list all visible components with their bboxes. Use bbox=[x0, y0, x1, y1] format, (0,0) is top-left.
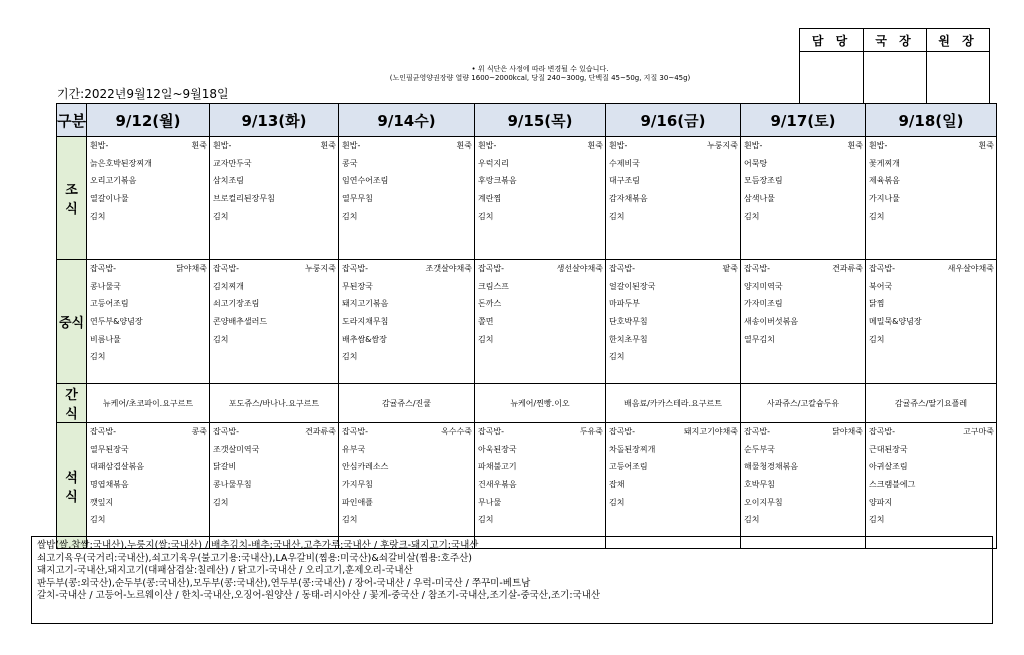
rice-type: 잡곡밥- bbox=[342, 264, 369, 273]
rice-line bbox=[741, 260, 865, 278]
menu-item: 무된장국 bbox=[342, 281, 373, 291]
menu-item: 김치 bbox=[342, 211, 358, 221]
menu-item: 조갯살미역국 bbox=[213, 444, 260, 454]
menu-item: 열무된장국 bbox=[90, 444, 129, 454]
rice-type: 잡곡밥- bbox=[609, 427, 636, 436]
menu-item: 호박무침 bbox=[744, 480, 775, 490]
approval-label-manager: 담 당 bbox=[800, 29, 864, 52]
menu-cell bbox=[866, 423, 997, 549]
menu-item: 유부국 bbox=[342, 444, 366, 454]
rice-line bbox=[87, 260, 209, 278]
menu-item: 순두부국 bbox=[744, 444, 775, 454]
menu-item: 돈까스 bbox=[478, 299, 502, 309]
origin-line: 쇠고기육우(국거리:국내산),쇠고기육우(불고기용:국내산),LA우갈비(찜용:미국산)&쇠갈비살(찜용:호주산) bbox=[37, 552, 472, 564]
rice-line bbox=[866, 260, 996, 278]
notice bbox=[340, 65, 740, 83]
menu-item: 메밀묵&양념장 bbox=[869, 317, 922, 327]
menu-item: 단호박무침 bbox=[609, 317, 648, 327]
porridge-option: 생선살야채죽 bbox=[556, 264, 603, 273]
snack-cell: 감귤쥬스/진쿨 bbox=[339, 384, 475, 423]
snack-cell: 사과쥬스/고칼슘두유 bbox=[741, 384, 866, 423]
rice-line bbox=[606, 423, 740, 441]
snack-cell: 뉴케어/찐빵.이오 bbox=[475, 384, 606, 423]
menu-item: 북어국 bbox=[869, 281, 893, 291]
menu-item: 돼지고기볶음 bbox=[342, 299, 389, 309]
menu-item: 근대된장국 bbox=[869, 444, 908, 454]
menu-item: 김치 bbox=[869, 211, 885, 221]
menu-item: 한치초무침 bbox=[609, 334, 648, 344]
menu-item: 감자채볶음 bbox=[609, 194, 648, 204]
rice-line bbox=[87, 137, 209, 155]
porridge-option: 견과류죽 bbox=[305, 427, 336, 436]
rice-type: 잡곡밥- bbox=[869, 427, 896, 436]
menu-cell bbox=[339, 423, 475, 549]
menu-item: 모듬장조림 bbox=[744, 176, 783, 186]
header-label: 구분 bbox=[57, 104, 87, 137]
menu-item: 계란찜 bbox=[478, 194, 502, 204]
menu-item: 후랑크볶음 bbox=[478, 176, 517, 186]
menu-item: 김치 bbox=[609, 352, 625, 362]
menu-item: 김치 bbox=[342, 515, 358, 525]
menu-item: 김치 bbox=[478, 515, 494, 525]
period-text: 기간:2022년9월12일~9월18일 bbox=[57, 87, 229, 101]
rice-type: 흰밥- bbox=[342, 141, 361, 150]
day-header: 9/17(토) bbox=[741, 104, 866, 137]
menu-cell bbox=[87, 137, 210, 260]
snack-row bbox=[57, 384, 997, 423]
meal-label-lunch: 중식 bbox=[57, 260, 87, 384]
rice-type: 잡곡밥- bbox=[90, 427, 117, 436]
menu-item: 콩나물국 bbox=[90, 281, 121, 291]
menu-item: 김치 bbox=[744, 515, 760, 525]
porridge-option: 견과류죽 bbox=[832, 264, 863, 273]
menu-item: 콩국 bbox=[342, 158, 358, 168]
menu-cell bbox=[741, 137, 866, 260]
rice-line bbox=[866, 423, 996, 441]
menu-item: 스크램블에그 bbox=[869, 480, 916, 490]
rice-type: 잡곡밥- bbox=[213, 427, 240, 436]
menu-item: 김치 bbox=[744, 211, 760, 221]
rice-line bbox=[741, 137, 865, 155]
menu-item: 김치 bbox=[90, 211, 106, 221]
menu-cell bbox=[606, 423, 741, 549]
rice-type: 잡곡밥- bbox=[744, 427, 771, 436]
porridge-option: 옥수수죽 bbox=[441, 427, 472, 436]
menu-item: 꽃게찌개 bbox=[869, 158, 900, 168]
porridge-option: 흰죽 bbox=[320, 141, 336, 150]
rice-line bbox=[475, 137, 605, 155]
rice-type: 잡곡밥- bbox=[90, 264, 117, 273]
menu-cell bbox=[606, 137, 741, 260]
origin-line: 쌀밥(쌀,찹쌀:국내산),누룽지(쌀:국내산) / 배추김치-배추:국내산,고추가루:국내산 / 후랑크-돼지고기:국내산 bbox=[37, 540, 479, 551]
rice-line bbox=[210, 260, 338, 278]
porridge-option: 새우살야채죽 bbox=[947, 264, 994, 273]
menu-item: 깻잎지 bbox=[90, 497, 114, 507]
menu-item: 아욱된장국 bbox=[478, 444, 517, 454]
origin-info-box bbox=[31, 536, 993, 624]
menu-item: 고등어조림 bbox=[90, 299, 129, 309]
menu-item: 교자만두국 bbox=[213, 158, 252, 168]
menu-item: 김치 bbox=[342, 352, 358, 362]
rice-line bbox=[606, 260, 740, 278]
menu-item: 파인애플 bbox=[342, 497, 373, 507]
rice-line bbox=[475, 260, 605, 278]
menu-cell bbox=[339, 137, 475, 260]
menu-item: 김치 bbox=[478, 334, 494, 344]
menu-item: 쇠고기장조림 bbox=[213, 299, 260, 309]
dinner-row bbox=[57, 423, 997, 549]
menu-item: 가자미조림 bbox=[744, 299, 783, 309]
menu-item: 김치 bbox=[213, 497, 229, 507]
menu-item: 브로컬리된장무침 bbox=[213, 194, 275, 204]
menu-item: 김치 bbox=[90, 352, 106, 362]
menu-cell bbox=[866, 137, 997, 260]
rice-type: 흰밥- bbox=[213, 141, 232, 150]
menu-item: 콘양배추샐러드 bbox=[213, 317, 268, 327]
day-header: 9/15(목) bbox=[475, 104, 606, 137]
menu-item: 김치찌개 bbox=[213, 281, 244, 291]
menu-item: 김치 bbox=[869, 334, 885, 344]
menu-item: 김치 bbox=[609, 211, 625, 221]
day-header: 9/14수) bbox=[339, 104, 475, 137]
rice-type: 흰밥- bbox=[744, 141, 763, 150]
menu-cell bbox=[475, 260, 606, 384]
menu-item: 아귀살조림 bbox=[869, 462, 908, 472]
menu-item: 대구조림 bbox=[609, 176, 640, 186]
snack-cell: 배음료/카카스테라.요구르트 bbox=[606, 384, 741, 423]
porridge-option: 흰죽 bbox=[587, 141, 603, 150]
approval-label-head: 원 장 bbox=[927, 29, 990, 52]
menu-item: 해물청경채볶음 bbox=[744, 462, 799, 472]
rice-type: 잡곡밥- bbox=[478, 427, 505, 436]
menu-item: 파채불고기 bbox=[478, 462, 517, 472]
menu-item: 양파지 bbox=[869, 497, 893, 507]
porridge-option: 흰죽 bbox=[978, 141, 994, 150]
porridge-option: 고구마죽 bbox=[963, 427, 994, 436]
rice-line bbox=[87, 423, 209, 441]
rice-type: 잡곡밥- bbox=[213, 264, 240, 273]
approval-table bbox=[799, 28, 990, 115]
header-row bbox=[57, 104, 997, 137]
menu-item: 대패삼겹살볶음 bbox=[90, 462, 145, 472]
menu-item: 안심카레소스 bbox=[342, 462, 389, 472]
menu-item: 삼색나물 bbox=[744, 194, 775, 204]
menu-item: 열무무침 bbox=[342, 194, 373, 204]
menu-item: 늙은호박된장찌개 bbox=[90, 158, 152, 168]
porridge-option: 누룽지죽 bbox=[305, 264, 336, 273]
rice-line bbox=[210, 423, 338, 441]
rice-type: 잡곡밥- bbox=[342, 427, 369, 436]
menu-cell bbox=[339, 260, 475, 384]
porridge-option: 흰죽 bbox=[847, 141, 863, 150]
menu-item: 가지나물 bbox=[869, 194, 900, 204]
menu-item: 김치 bbox=[478, 211, 494, 221]
menu-item: 김치 bbox=[869, 515, 885, 525]
menu-item: 새송이버섯볶음 bbox=[744, 317, 799, 327]
rice-line bbox=[210, 137, 338, 155]
menu-cell bbox=[741, 260, 866, 384]
day-header: 9/16(금) bbox=[606, 104, 741, 137]
porridge-option: 조갯살야채죽 bbox=[425, 264, 472, 273]
menu-item: 양지미역국 bbox=[744, 281, 783, 291]
snack-cell: 뉴케어/초코파이.요구르트 bbox=[87, 384, 210, 423]
menu-item: 비름나물 bbox=[90, 334, 121, 344]
rice-type: 흰밥- bbox=[869, 141, 888, 150]
menu-item: 열갈이나물 bbox=[90, 194, 129, 204]
menu-item: 연두부&양념장 bbox=[90, 317, 143, 327]
menu-cell bbox=[87, 260, 210, 384]
breakfast-row bbox=[57, 137, 997, 260]
menu-cell bbox=[866, 260, 997, 384]
menu-item: 콩나물무침 bbox=[213, 480, 252, 490]
menu-item: 임연수어조림 bbox=[342, 176, 389, 186]
meal-label-snack: 간 식 bbox=[57, 384, 87, 423]
menu-item: 우럭지리 bbox=[478, 158, 509, 168]
menu-item: 김치 bbox=[90, 515, 106, 525]
menu-item: 수제비국 bbox=[609, 158, 640, 168]
menu-cell bbox=[475, 423, 606, 549]
day-header: 9/18(일) bbox=[866, 104, 997, 137]
rice-type: 잡곡밥- bbox=[609, 264, 636, 273]
menu-item: 도라지채무침 bbox=[342, 317, 389, 327]
origin-line: 판두부(콩:외국산),순두부(콩:국내산),모두부(콩:국내산),연두부(콩:국내산) / 장어-국내산 / 우럭-미국산 / 쭈꾸미-베트남 bbox=[37, 577, 531, 589]
menu-item: 삼치조림 bbox=[213, 176, 244, 186]
porridge-option: 흰죽 bbox=[456, 141, 472, 150]
rice-type: 잡곡밥- bbox=[478, 264, 505, 273]
menu-cell bbox=[87, 423, 210, 549]
porridge-option: 흰죽 bbox=[191, 141, 207, 150]
rice-type: 잡곡밥- bbox=[869, 264, 896, 273]
menu-cell bbox=[210, 260, 339, 384]
rice-line bbox=[339, 423, 474, 441]
snack-cell: 포도쥬스/바나나.요구르트 bbox=[210, 384, 339, 423]
rice-line bbox=[339, 137, 474, 155]
rice-line bbox=[339, 260, 474, 278]
meal-label-dinner: 석 식 bbox=[57, 423, 87, 549]
menu-item: 크림스프 bbox=[478, 281, 509, 291]
menu-item: 가지무침 bbox=[342, 480, 373, 490]
approval-label-director: 국 장 bbox=[864, 29, 927, 52]
origin-line: 돼지고기-국내산,돼지고기(대패삼겹살:칠레산) / 닭고기-국내산 / 오리고기,훈제오리-국내산 bbox=[37, 565, 413, 577]
rice-type: 흰밥- bbox=[90, 141, 109, 150]
rice-line bbox=[475, 423, 605, 441]
menu-item: 차돌된장찌개 bbox=[609, 444, 656, 454]
rice-line bbox=[866, 137, 996, 155]
rice-type: 잡곡밥- bbox=[744, 264, 771, 273]
porridge-option: 돼지고기야채죽 bbox=[683, 427, 738, 436]
menu-cell bbox=[741, 423, 866, 549]
day-header: 9/12(월) bbox=[87, 104, 210, 137]
meal-label-breakfast: 조 식 bbox=[57, 137, 87, 260]
menu-item: 오리고기볶음 bbox=[90, 176, 137, 186]
porridge-option: 두유죽 bbox=[579, 427, 603, 436]
rice-type: 흰밥- bbox=[609, 141, 628, 150]
menu-item: 제육볶음 bbox=[869, 176, 900, 186]
menu-item: 잡채 bbox=[609, 480, 625, 490]
porridge-option: 콩죽 bbox=[191, 427, 207, 436]
porridge-option: 닭야채죽 bbox=[832, 427, 863, 436]
menu-item: 배추쌈&쌈장 bbox=[342, 334, 387, 344]
menu-item: 마파두부 bbox=[609, 299, 640, 309]
notice-line-2: (노인필균영양권장량 열량 1600~2000kcal, 당질 240~300g, 단백질 45~50g, 지질 30~45g) bbox=[389, 74, 691, 82]
day-header: 9/13(화) bbox=[210, 104, 339, 137]
menu-item: 어묵탕 bbox=[744, 158, 768, 168]
origin-line: 갈치-국내산 / 고등어-노르웨이산 / 한치-국내산,오징어-원양산 / 동태-러시아산 / 꽃게-중국산 / 참조기-국내산,조기살-중국산,조기:국내산 bbox=[37, 590, 601, 602]
rice-line bbox=[741, 423, 865, 441]
menu-item: 얼갈이된장국 bbox=[609, 281, 656, 291]
menu-item: 김치 bbox=[609, 497, 625, 507]
menu-item: 무나물 bbox=[478, 497, 502, 507]
porridge-option: 누룽지죽 bbox=[707, 141, 738, 150]
menu-item: 닭갈비 bbox=[213, 462, 237, 472]
notice-line-1: • 위 식단은 사정에 따라 변경될 수 있습니다. bbox=[471, 65, 609, 73]
menu-item: 쫄면 bbox=[478, 317, 494, 327]
lunch-row bbox=[57, 260, 997, 384]
menu-item: 건새우볶음 bbox=[478, 480, 517, 490]
menu-item: 명엽채볶음 bbox=[90, 480, 129, 490]
menu-item: 김치 bbox=[213, 334, 229, 344]
rice-type: 흰밥- bbox=[478, 141, 497, 150]
rice-line bbox=[606, 137, 740, 155]
menu-cell bbox=[210, 137, 339, 260]
menu-item: 김치 bbox=[213, 211, 229, 221]
menu-item: 열무김치 bbox=[744, 334, 775, 344]
porridge-option: 팥죽 bbox=[722, 264, 738, 273]
porridge-option: 닭야채죽 bbox=[176, 264, 207, 273]
menu-item: 닭찜 bbox=[869, 299, 885, 309]
menu-table bbox=[56, 103, 997, 549]
menu-item: 오이지무침 bbox=[744, 497, 783, 507]
menu-cell bbox=[475, 137, 606, 260]
menu-item: 고등어조림 bbox=[609, 462, 648, 472]
menu-cell bbox=[606, 260, 741, 384]
menu-cell bbox=[210, 423, 339, 549]
snack-cell: 감귤쥬스/딸기요플레 bbox=[866, 384, 997, 423]
